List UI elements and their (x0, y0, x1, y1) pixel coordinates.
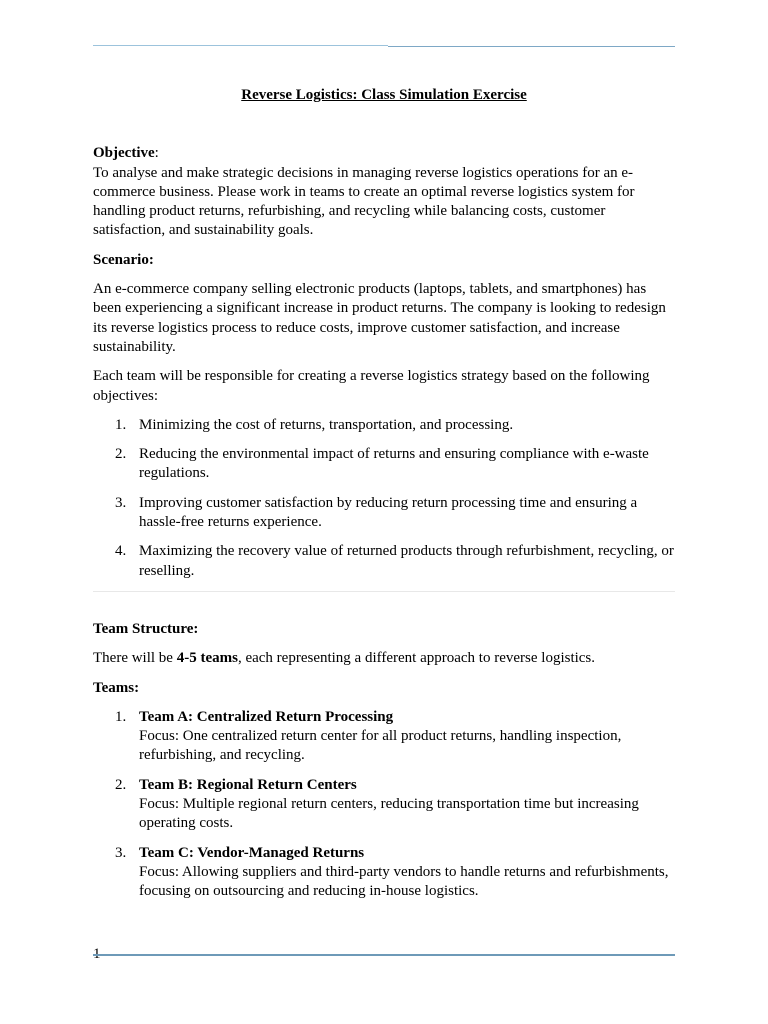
objective-colon: : (154, 145, 159, 162)
team-structure-intro (93, 649, 675, 668)
scenario-paragraph-2: Each team will be responsible for creating a reverse logistics strategy based on the following objectives: (93, 368, 650, 404)
list-item-text: Reducing the environmental impact of returns and ensuring compliance with e-waste regulations. (139, 446, 649, 482)
intro-text-end: , each representing a different approach to reverse logistics. (237, 650, 596, 667)
document-body (93, 86, 675, 912)
teams-list (93, 708, 675, 902)
list-number: 3. (115, 844, 127, 861)
list-item-text: Maximizing the recovery value of returned products through refurbishment, recycling, or reselling. (139, 543, 674, 579)
list-number: 3. (115, 494, 127, 511)
team-item (93, 844, 675, 902)
team-item (93, 708, 675, 766)
list-item (93, 416, 675, 435)
list-item (93, 542, 675, 581)
scenario-paragraph-1: An e-commerce company selling electronic products (laptops, tablets, and smartphones) has been experiencing a significant increase in product returns. The company is looking to redesign its reverse logistics process to reduce costs, improve customer satisfaction, and increase sustainability. (93, 281, 666, 355)
team-focus: Focus: One centralized return center for all product returns, handling inspection, refurbishing, and recycling. (139, 728, 622, 764)
team-name: Team C: Vendor-Managed Returns (139, 844, 365, 861)
footer-rule (93, 954, 675, 956)
list-number: 4. (115, 543, 127, 560)
team-focus: Focus: Multiple regional return centers, reducing transportation time but increasing operating costs. (139, 796, 639, 832)
objective-section (93, 144, 675, 240)
team-item (93, 776, 675, 834)
teams-label: Teams: (93, 679, 140, 696)
scenario-label: Scenario: (93, 251, 154, 268)
document-title: Reverse Logistics: Class Simulation Exercise (241, 87, 527, 103)
objectives-list (93, 416, 675, 581)
team-name: Team A: Centralized Return Processing (139, 708, 394, 725)
objective-label: Objective (93, 145, 155, 162)
list-item-text: Minimizing the cost of returns, transportation, and processing. (139, 416, 514, 433)
objective-text: To analyse and make strategic decisions in managing reverse logistics operations for an e-commerce business. Please work in teams to create an optimal reverse logistics system for handling product returns, refurbishing, and recycling while balancing costs, customer satisfaction, and sustainability goals. (93, 164, 635, 239)
list-number: 2. (115, 776, 127, 793)
team-structure-label: Team Structure: (93, 620, 199, 637)
header-rule (93, 45, 675, 47)
list-item (93, 494, 675, 533)
list-item (93, 445, 675, 484)
list-item-text: Improving customer satisfaction by reducing return processing time and ensuring a hassle-free returns experience. (139, 494, 638, 531)
section-divider (93, 591, 675, 592)
team-count: 4-5 teams (176, 650, 238, 667)
team-name: Team B: Regional Return Centers (139, 776, 357, 793)
list-number: 2. (115, 446, 127, 463)
team-focus: Focus: Allowing suppliers and third-party vendors to handle returns and refurbishments, focusing on outsourcing and reducing in-house logistics. (139, 863, 669, 900)
list-number: 1. (115, 416, 127, 433)
list-number: 1. (115, 708, 127, 725)
intro-text-start: There will be (93, 650, 177, 667)
